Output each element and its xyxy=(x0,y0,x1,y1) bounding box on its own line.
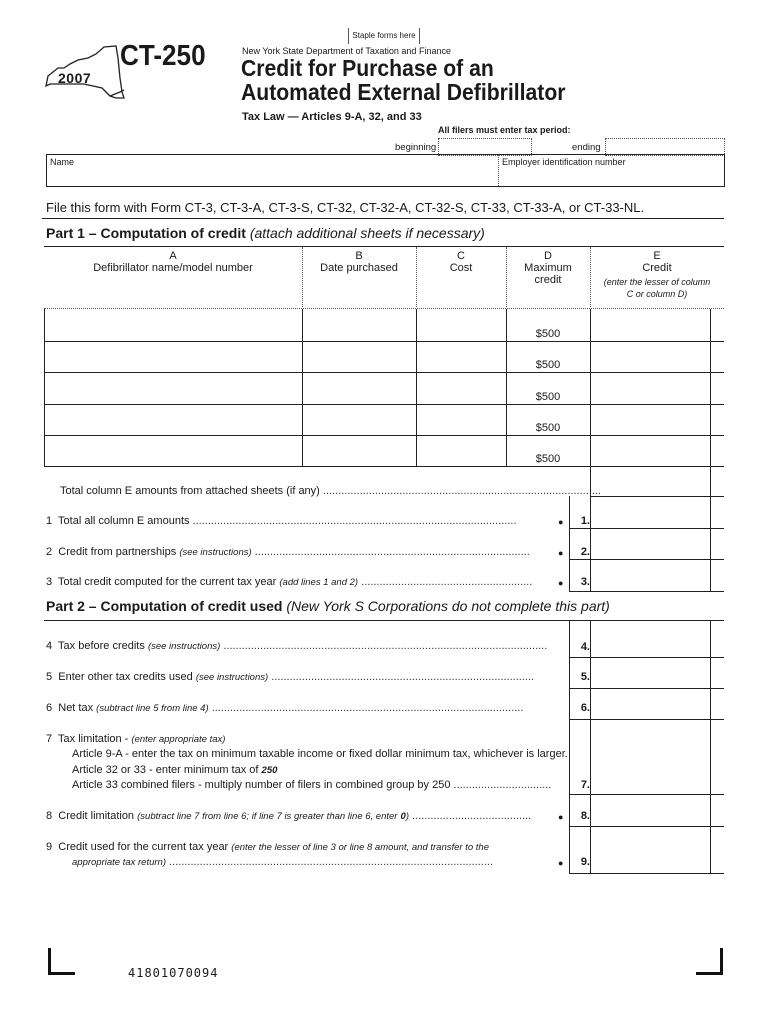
date-purchased-field[interactable] xyxy=(303,342,415,371)
line-9-amount-field[interactable] xyxy=(591,827,709,873)
line-3-number: 3 xyxy=(46,576,53,588)
line-7-amount-field[interactable] xyxy=(591,720,709,794)
leader-dots: ...................................................................................................... xyxy=(208,702,524,714)
credit-field[interactable] xyxy=(591,436,709,465)
line-9-box-label: 9. xyxy=(580,856,590,868)
line-3-box-label: 3. xyxy=(580,576,590,588)
line-4-amount-field[interactable] xyxy=(591,621,709,657)
cost-field[interactable] xyxy=(417,405,505,434)
line-7 xyxy=(46,733,225,745)
line-1 xyxy=(46,515,517,527)
column-b-header xyxy=(302,250,416,274)
line-5-text: Enter other tax credits used xyxy=(58,671,193,683)
attached-total-right-border xyxy=(710,466,711,497)
line-7-box-label: 7. xyxy=(580,779,590,791)
filing-instructions: File this form with Form CT-3, CT-3-A, CT-3-S, CT-32, CT-32-A, CT-32-S, CT-33, CT-33-A, or CT-33-NL. xyxy=(46,200,645,215)
bullet-icon: ● xyxy=(558,812,564,822)
cost-field[interactable] xyxy=(417,436,505,465)
line-8-box-label: 8. xyxy=(580,810,590,822)
ein-field[interactable] xyxy=(500,170,722,184)
column-a-label: Defibrillator name/model number xyxy=(93,262,253,274)
form-title xyxy=(241,56,566,104)
line-4-number: 4 xyxy=(46,640,53,652)
line-6-text: Net tax xyxy=(58,702,94,714)
tax-law-articles: Tax Law — Articles 9-A, 32, and 33 xyxy=(242,111,422,123)
credit-field[interactable] xyxy=(591,310,709,340)
line-2-text: Credit from partnerships xyxy=(58,546,177,558)
line-9-hint-continued: appropriate tax return) xyxy=(72,857,166,868)
line-8 xyxy=(46,810,531,822)
line-2 xyxy=(46,546,530,558)
line-box-right-border xyxy=(710,496,711,592)
line-box-rule xyxy=(569,873,724,874)
corner-mark-bottom-right xyxy=(696,948,723,975)
part1-heading: Part 1 – Computation of credit xyxy=(46,225,246,241)
part2-subheading: (New York S Corporations do not complete this part) xyxy=(286,598,610,614)
line-1-number: 1 xyxy=(46,515,53,527)
name-ein-divider xyxy=(498,155,499,186)
attached-sheets-total-text: Total column E amounts from attached sheets (if any) xyxy=(60,485,320,497)
leader-dots: ................................ xyxy=(450,779,552,791)
header-divider-bc xyxy=(416,247,417,307)
bullet-icon: ● xyxy=(558,548,564,558)
column-d-letter: D xyxy=(544,250,552,262)
leader-dots: .......................................................................................................... xyxy=(189,515,517,527)
column-e-note: (enter the lesser of column C or column D) xyxy=(603,277,711,299)
line-1-amount-field[interactable] xyxy=(591,497,709,528)
part1-title xyxy=(46,225,485,241)
form-title-line2: Automated External Defibrillator xyxy=(241,79,566,105)
line-5-hint: (see instructions) xyxy=(195,672,269,683)
line-8-number: 8 xyxy=(46,810,53,822)
date-purchased-field[interactable] xyxy=(303,436,415,465)
line-8-hint-end: ) xyxy=(405,811,409,822)
line-box-rule xyxy=(569,591,724,592)
attached-total-field[interactable] xyxy=(591,467,709,496)
credit-computation-grid xyxy=(44,309,724,467)
grid-divider-e xyxy=(710,309,711,467)
line-5-number: 5 xyxy=(46,671,53,683)
maximum-credit-value: $500 xyxy=(535,391,561,403)
line-7-article-9a: Article 9-A - enter the tax on minimum taxable income or fixed dollar minimum tax, whichever is larger. xyxy=(72,748,568,760)
defibrillator-model-field[interactable] xyxy=(45,405,301,434)
leader-dots: ........................................................................................... xyxy=(319,485,602,497)
line-1-text: Total all column E amounts xyxy=(58,515,190,527)
staple-note: Staple forms here xyxy=(352,31,416,40)
line-7-combined-filers xyxy=(72,779,551,791)
column-c-label: Cost xyxy=(449,262,473,274)
column-e-header xyxy=(590,250,724,300)
line-9-number: 9 xyxy=(46,841,53,853)
defibrillator-model-field[interactable] xyxy=(45,436,301,465)
line-9-hint: (enter the lesser of line 3 or line 8 amount, and transfer to the xyxy=(231,842,489,853)
maximum-credit-value: $500 xyxy=(535,422,561,434)
form-title-line1: Credit for Purchase of an xyxy=(241,55,494,81)
column-d-header xyxy=(506,250,590,286)
form-number: CT-250 xyxy=(120,40,206,72)
column-a-header xyxy=(44,250,302,274)
bullet-icon: ● xyxy=(558,858,564,868)
header-divider-ab xyxy=(302,247,303,307)
line-8-amount-field[interactable] xyxy=(591,795,709,826)
line-7-article-32-33-text: Article 32 or 33 - enter minimum tax of xyxy=(72,764,259,776)
line-8-text: Credit limitation xyxy=(58,810,135,822)
line-8-hint-zero: 0 xyxy=(400,811,406,822)
line-4-box-label: 4. xyxy=(580,641,590,653)
column-e-letter: E xyxy=(653,250,661,262)
line-9-continued xyxy=(72,856,493,868)
cost-field[interactable] xyxy=(417,310,505,340)
leader-dots: ....................................... xyxy=(408,810,532,822)
line-2-number: 2 xyxy=(46,546,53,558)
line-4-hint: (see instructions) xyxy=(147,641,221,652)
bullet-icon: ● xyxy=(558,517,564,527)
instructions-rule xyxy=(42,218,724,219)
cost-field[interactable] xyxy=(417,373,505,403)
leader-dots: ...................................................................................... xyxy=(268,671,535,683)
beginning-label: beginning xyxy=(395,142,437,153)
part2-heading: Part 2 – Computation of credit used xyxy=(46,598,283,614)
cost-field[interactable] xyxy=(417,342,505,371)
maximum-credit-value: $500 xyxy=(535,328,561,340)
line-3-text: Total credit computed for the current tax year xyxy=(58,576,277,588)
line-6-amount-field[interactable] xyxy=(591,689,709,719)
ending-label: ending xyxy=(572,142,601,153)
line-9-text: Credit used for the current tax year xyxy=(58,841,229,853)
line-6 xyxy=(46,702,523,714)
credit-field[interactable] xyxy=(591,342,709,371)
defibrillator-model-field[interactable] xyxy=(45,373,301,403)
line-6-box-label: 6. xyxy=(580,702,590,714)
line-6-number: 6 xyxy=(46,702,53,714)
maximum-credit-value: $500 xyxy=(535,453,561,465)
line-2-hint: (see instructions) xyxy=(179,547,252,558)
ein-label: Employer identification number xyxy=(502,157,626,167)
leader-dots: .......................................................................................................... xyxy=(166,856,494,868)
date-purchased-field[interactable] xyxy=(303,310,415,340)
column-b-label: Date purchased xyxy=(320,262,398,274)
line-2-box-label: 2. xyxy=(580,546,590,558)
line-4-text: Tax before credits xyxy=(58,640,145,652)
column-b-letter: B xyxy=(355,250,363,262)
header-divider-de xyxy=(590,247,591,307)
form-year: 2007 xyxy=(58,70,92,86)
line-7-text: Tax limitation - xyxy=(58,733,129,745)
column-c-letter: C xyxy=(457,250,465,262)
defibrillator-model-field[interactable] xyxy=(45,342,301,371)
minimum-tax-amount: 250 xyxy=(261,765,278,776)
maximum-credit-value: $500 xyxy=(535,359,561,371)
column-e-label: Credit xyxy=(642,262,672,274)
part1-table-top xyxy=(44,246,724,247)
line-5-box-label: 5. xyxy=(580,671,590,683)
part2-title xyxy=(46,598,610,614)
defibrillator-model-field[interactable] xyxy=(45,310,301,340)
line-3-amount-field[interactable] xyxy=(591,560,709,591)
line-2-amount-field[interactable] xyxy=(591,529,709,559)
line-7-hint: (enter appropriate tax) xyxy=(131,734,226,745)
line-3-hint: (add lines 1 and 2) xyxy=(279,577,359,588)
line-box-left-border xyxy=(569,620,570,874)
credit-field[interactable] xyxy=(591,373,709,403)
line-6-hint: (subtract line 5 from line 4) xyxy=(96,703,209,714)
staple-note-box xyxy=(348,28,420,44)
name-label: Name xyxy=(50,157,75,167)
leader-dots: .......................................................................................... xyxy=(251,546,530,558)
line-1-box-label: 1. xyxy=(580,515,590,527)
line-5-amount-field[interactable] xyxy=(591,658,709,688)
part1-subheading: (attach additional sheets if necessary) xyxy=(249,225,485,241)
line-box-right-border xyxy=(710,620,711,874)
date-purchased-field[interactable] xyxy=(303,405,415,434)
bullet-icon: ● xyxy=(558,578,564,588)
form-barcode-number: 41801070094 xyxy=(128,966,219,980)
line-7-number: 7 xyxy=(46,733,53,745)
header-divider-cd xyxy=(506,247,507,307)
leader-dots: ........................................................ xyxy=(358,576,533,588)
line-8-hint: (subtract line 7 from line 6; if line 7 is greater than line 6, enter xyxy=(137,811,398,822)
line-7-article-32-33 xyxy=(72,764,277,776)
column-a-letter: A xyxy=(169,250,177,262)
column-c-header xyxy=(416,250,506,274)
corner-mark-bottom-left xyxy=(48,948,75,975)
column-d-label: Maximum credit xyxy=(524,262,572,286)
line-3 xyxy=(46,576,532,588)
name-field[interactable] xyxy=(47,170,498,184)
line-4 xyxy=(46,640,547,652)
line-7-combined-filers-text: Article 33 combined filers - multiply number of filers in combined group by 250 xyxy=(72,779,451,791)
credit-field[interactable] xyxy=(591,405,709,434)
date-purchased-field[interactable] xyxy=(303,373,415,403)
line-5 xyxy=(46,671,534,683)
tax-period-note: All filers must enter tax period: xyxy=(438,125,571,135)
department-name: New York State Department of Taxation and Finance xyxy=(242,46,451,56)
line-9 xyxy=(46,841,489,853)
leader-dots: .......................................................................................................... xyxy=(220,640,548,652)
